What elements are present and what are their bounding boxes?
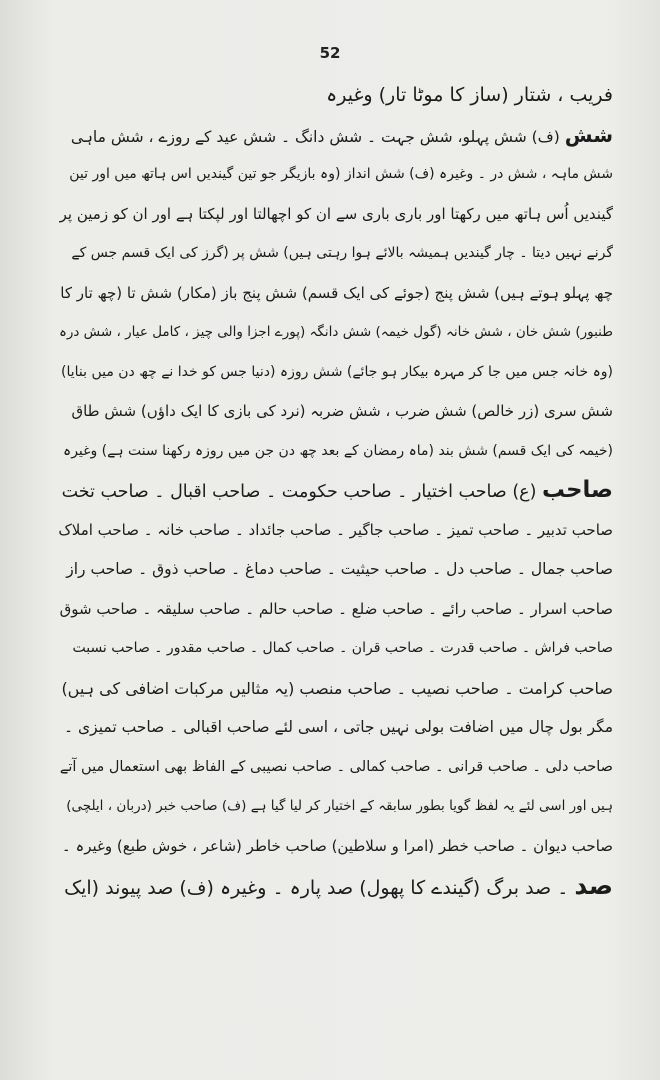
text-line-11	[58, 471, 613, 511]
text-line-21	[58, 866, 613, 906]
text-line-7	[58, 313, 613, 353]
text-line-15	[58, 629, 613, 669]
text-line-10	[58, 432, 613, 472]
text-line-19	[58, 787, 613, 827]
text-line-13	[58, 550, 613, 590]
text-line-1	[58, 76, 613, 116]
line-text: (خیمہ کی ایک قسم) شش بند (ماہ رمضان کے بعد چھ دن جن میں روزہ رکھنا سنت ہے) وغیرہ	[62, 442, 613, 459]
page-number: 52	[319, 44, 341, 62]
text-line-8	[58, 353, 613, 393]
text-line-14	[58, 590, 613, 630]
text-line-2	[58, 116, 613, 156]
urdu-text-block	[58, 76, 613, 906]
line-text: (وہ خانہ جس میں جا کر مہرہ بیکار ہو جائے) شش روزہ (دنیا جس کو خدا نے چھ دن میں بنایا)	[60, 363, 613, 380]
text-line-18	[58, 748, 613, 788]
line-text: صاحب اسرار ۔ صاحب رائے ۔ صاحب ضلع ۔ صاحب حالم ۔ صاحب سلیقہ ۔ صاحب شوق	[59, 599, 613, 618]
text-line-4	[58, 195, 613, 235]
line-text: ہیں اور اسی لئے یہ لفظ گویا بطور سابقہ کے اختیار کر لیا گیا ہے (ف) صاحب خبر (دربان ، ایلچی)	[66, 798, 613, 814]
line-text: شش سری (زر خالص) شش ضرب ، شش ضربہ (نرد کی بازی کا ایک داؤں) شش طاق	[71, 402, 613, 420]
entry-headword: صاحب	[541, 477, 613, 503]
line-text: (ف) شش پہلو، شش جہت ۔ شش دانگ ۔ شش عید کے روزے ، شش ماہی	[70, 127, 565, 146]
line-text: صاحب جمال ۔ صاحب دل ۔ صاحب حیثیت ۔ صاحب دماغ ۔ صاحب ذوق ۔ صاحب راز	[66, 560, 613, 578]
text-line-16	[58, 669, 613, 709]
line-text: گرنے نہیں دیتا ۔ چار گیندیں ہمیشہ بالائے ہوا رہتی ہیں) شش پر (گرز کی ایک قسم جس کے	[71, 245, 613, 261]
line-text: طنبور) شش خان ، شش خانہ (گول خیمہ) شش دانگہ (پورے اجزا والی چیز ، کامل عیار ، شش درہ	[58, 324, 613, 340]
line-text: گیندیں اُس ہاتھ میں رکھتا اور باری باری سے ان کو اچھالتا اور لپکتا ہے اور ان کو زمین پر	[59, 204, 613, 223]
text-line-3	[58, 155, 613, 195]
line-text: صاحب دیوان ۔ صاحب خطر (امرا و سلاطین) صاحب خاطر (شاعر ، خوش طبع) وغیرہ ۔	[61, 836, 613, 855]
line-text: مگر بول چال میں اضافت بولی نہیں جاتی ، اسی لئے صاحب اقبالی ۔ صاحب تمیزی ۔	[64, 718, 613, 736]
line-text: فریب ، شتار (ساز کا موٹا تار) وغیرہ	[326, 84, 613, 106]
line-text: (ع) صاحب اختیار ۔ صاحب حکومت ۔ صاحب اقبال ۔ صاحب تخت	[61, 482, 542, 502]
entry-headword: صد	[574, 871, 613, 900]
text-line-5	[58, 234, 613, 274]
text-line-17	[58, 708, 613, 748]
line-text: صاحب تدبیر ۔ صاحب تمیز ۔ صاحب جاگیر ۔ صاحب جائداد ۔ صاحب خانہ ۔ صاحب املاک	[58, 520, 613, 539]
line-text: چھ پہلو ہوتے ہیں) شش پنج (جوئے کی ایک قسم) شش پنج باز (مکار) شش تا (چھ تار کا	[60, 283, 613, 302]
entry-headword: شش	[564, 122, 613, 147]
line-text: صاحب فراش ۔ صاحب قدرت ۔ صاحب قران ۔ صاحب کمال ۔ صاحب مقدور ۔ صاحب نسبت	[72, 640, 613, 656]
line-text: صاحب کرامت ۔ صاحب نصیب ۔ صاحب منصب (یہ مثالیں مرکبات اضافی کی ہیں)	[61, 678, 613, 698]
line-text: صاحب دلی ۔ صاحب قرانی ۔ صاحب کمالی ۔ صاحب نصیبی کے الفاظ بھی استعمال میں آتے	[59, 758, 613, 775]
line-text: شش ماہہ ، شش در ۔ وغیرہ (ف) شش انداز (وہ بازیگر جو تین گیندیں اس ہاتھ میں اور تین	[69, 166, 613, 182]
text-line-6	[58, 274, 613, 314]
line-text: ۔ صد برگ (گیندے کا پھول) صد پارہ ۔ وغیرہ (ف) صد پیوند (ایک	[64, 877, 575, 899]
text-line-12	[58, 511, 613, 551]
text-line-9	[58, 392, 613, 432]
text-line-20	[58, 827, 613, 867]
